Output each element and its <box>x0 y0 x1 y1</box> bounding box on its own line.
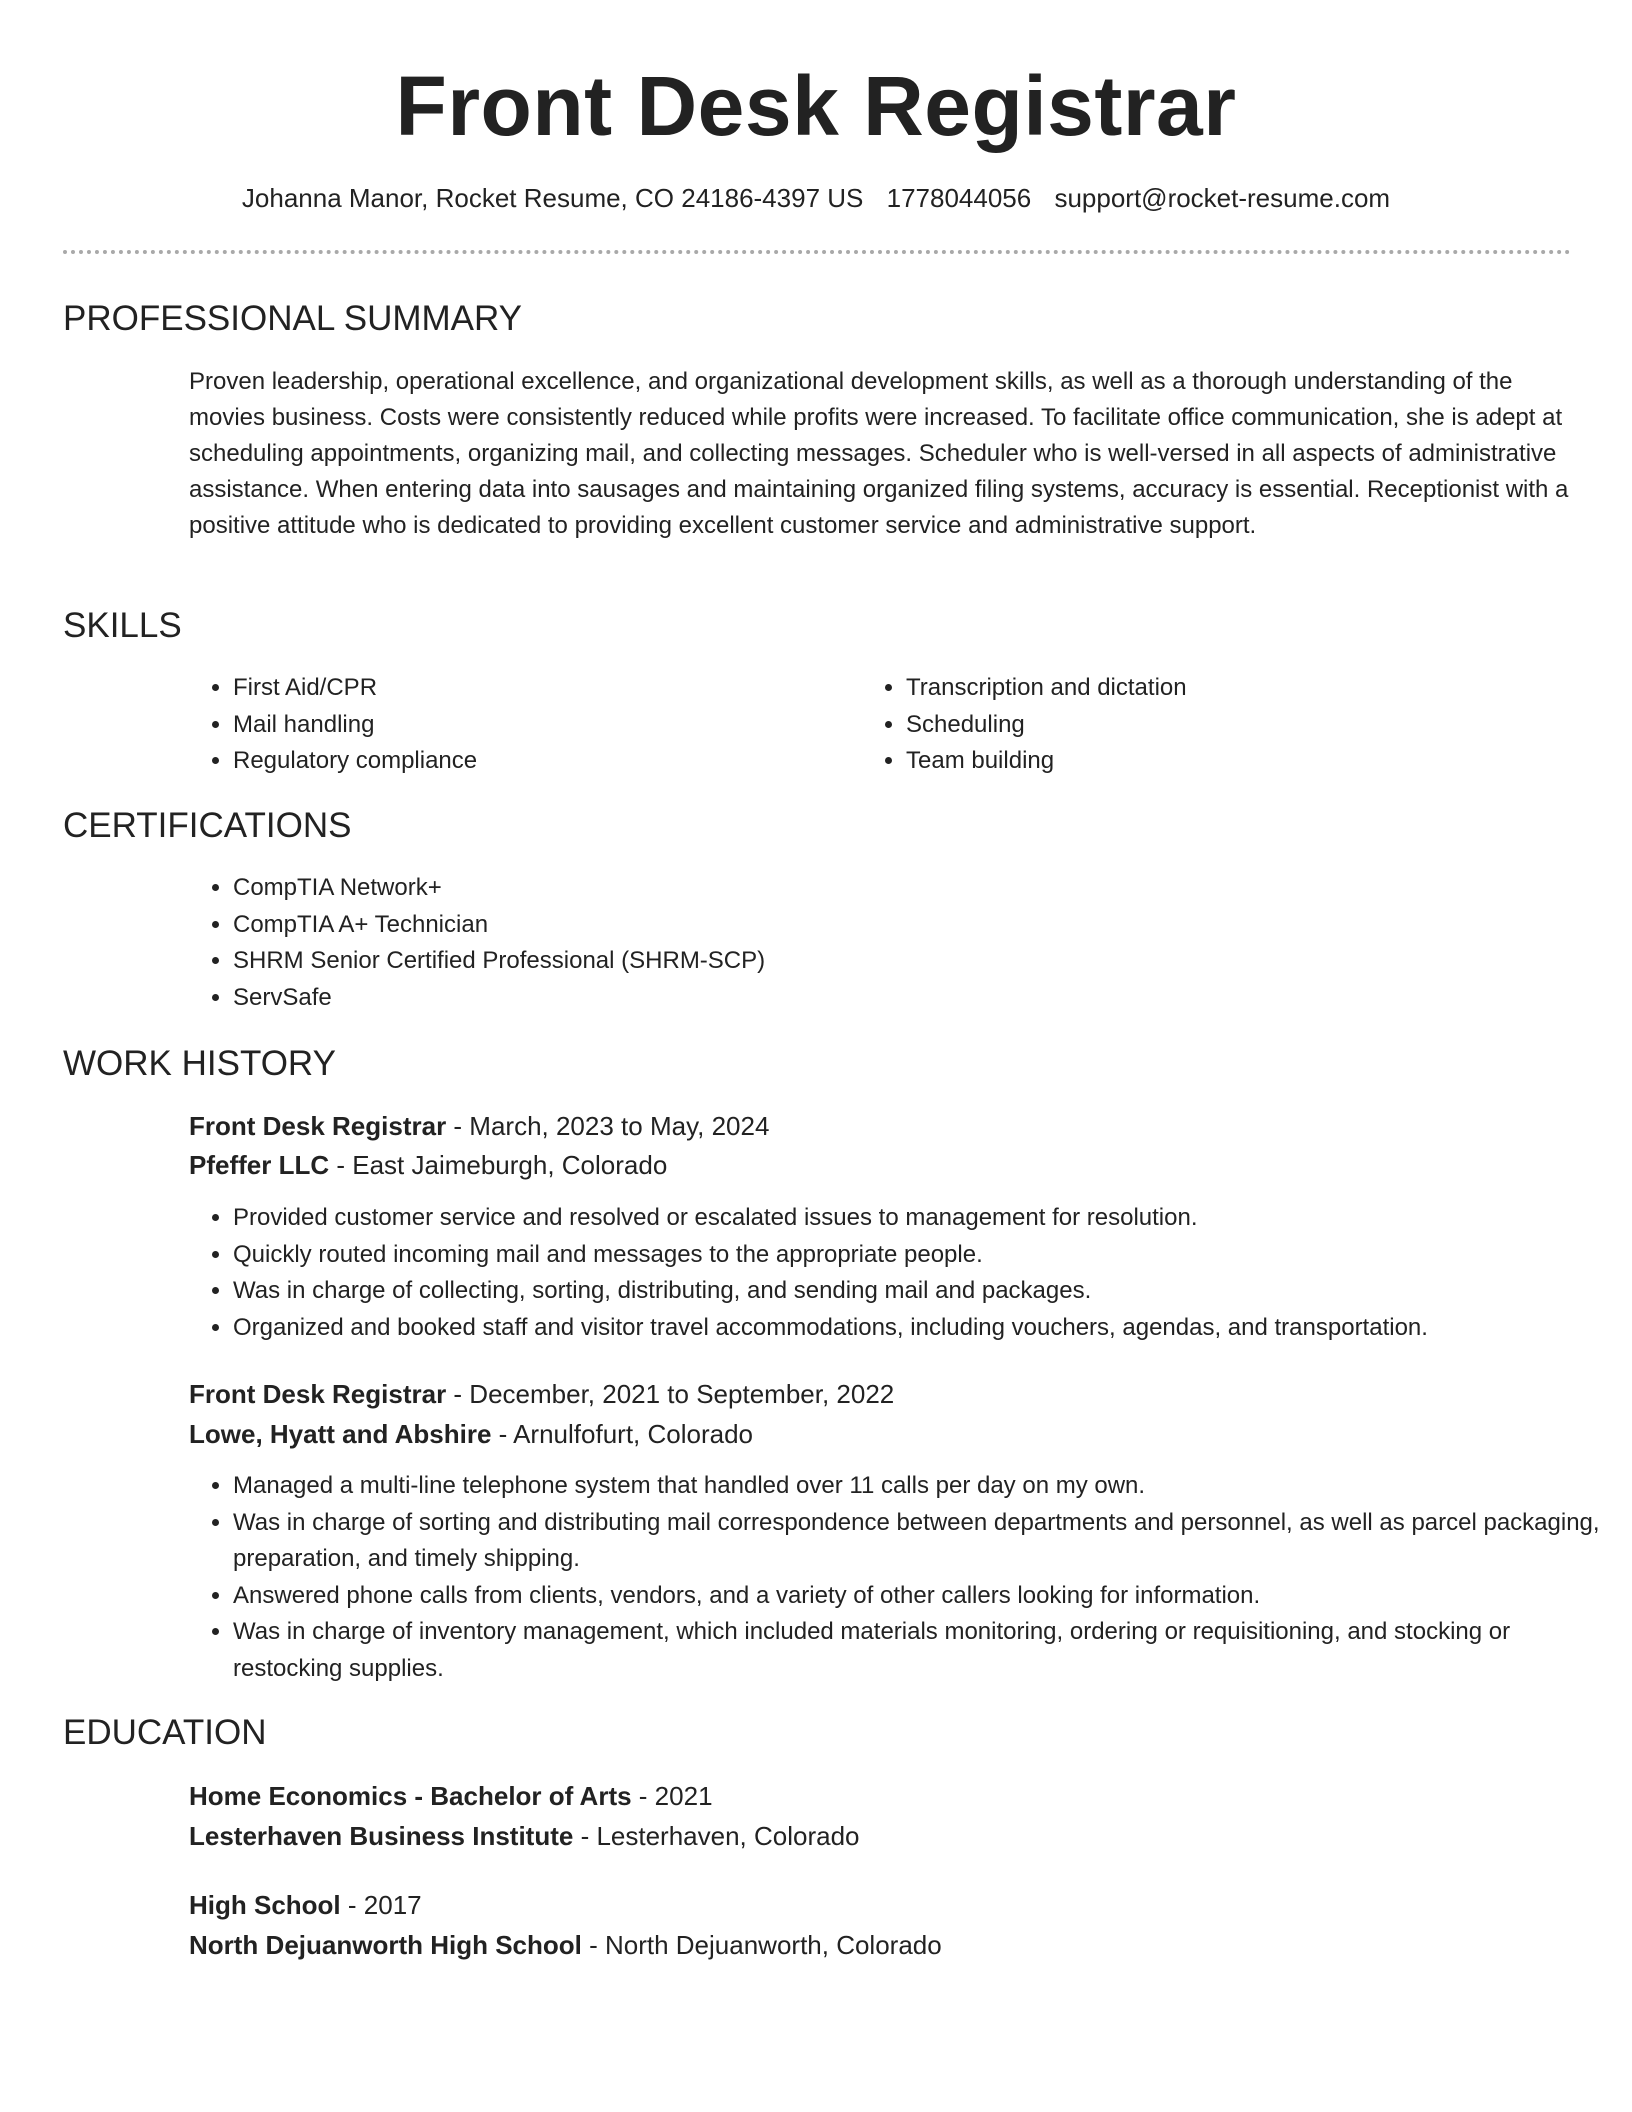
contact-email: support@rocket-resume.com <box>1054 183 1391 213</box>
job-dates: - December, 2021 to September, 2022 <box>446 1379 895 1409</box>
list-item: • CompTIA A+ Technician <box>233 907 1533 944</box>
education-school-line <box>189 1927 942 1963</box>
list-item: • Answered phone calls from clients, vendors, and a variety of other callers looking for information. <box>233 1578 1613 1615</box>
contact-phone: 1778044056 <box>886 183 1032 213</box>
list-item: • CompTIA Network+ <box>233 870 1533 907</box>
list-item: • First Aid/CPR <box>233 670 833 707</box>
contact-address: Johanna Manor, Rocket Resume, CO 24186-4397 US <box>241 183 864 213</box>
list-item: • Regulatory compliance <box>233 743 833 780</box>
certifications-heading: CERTIFICATIONS <box>63 806 352 845</box>
education-degree-line <box>189 1778 713 1814</box>
education-heading: EDUCATION <box>63 1713 267 1752</box>
list-item: • Was in charge of sorting and distributing mail correspondence between departments and personnel, as well as parcel packaging, preparation, and timely shipping. <box>233 1505 1613 1578</box>
job-bullets <box>189 1200 1613 1346</box>
education-degree-line <box>189 1887 422 1923</box>
header-divider <box>63 250 1571 254</box>
list-item: • Quickly routed incoming mail and messages to the appropriate people. <box>233 1237 1613 1274</box>
certifications-list <box>189 870 1533 1016</box>
job-title-line <box>189 1376 894 1412</box>
education-school-line <box>189 1818 860 1854</box>
education-degree: High School <box>189 1890 341 1920</box>
education-location: - North Dejuanworth, Colorado <box>581 1930 942 1960</box>
skills-heading: SKILLS <box>63 606 182 645</box>
list-item: • Mail handling <box>233 707 833 744</box>
job-company-line <box>189 1147 667 1183</box>
job-title-line <box>189 1108 769 1144</box>
list-item: • Was in charge of inventory management, which included materials monitoring, ordering or requisitioning, and stocking or restocking supplies. <box>233 1614 1613 1687</box>
job-title: Front Desk Registrar <box>189 1379 447 1409</box>
skills-list-left <box>189 670 833 780</box>
list-item: • Scheduling <box>906 707 1506 744</box>
list-item: • Managed a multi-line telephone system that handled over 11 calls per day on my own. <box>233 1468 1613 1505</box>
skills-list-right <box>862 670 1506 780</box>
work-history-heading: WORK HISTORY <box>63 1044 336 1083</box>
job-title: Front Desk Registrar <box>189 1111 447 1141</box>
list-item: • SHRM Senior Certified Professional (SHRM-SCP) <box>233 943 1533 980</box>
list-item: • Provided customer service and resolved or escalated issues to management for resolution. <box>233 1200 1613 1237</box>
education-year: - 2017 <box>340 1890 422 1920</box>
job-company: Pfeffer LLC <box>189 1150 330 1180</box>
job-bullets <box>189 1468 1613 1687</box>
list-item: • Organized and booked staff and visitor travel accommodations, including vouchers, agendas, and transportation. <box>233 1310 1613 1347</box>
job-dates: - March, 2023 to May, 2024 <box>446 1111 770 1141</box>
job-location: - East Jaimeburgh, Colorado <box>329 1150 668 1180</box>
list-item: • ServSafe <box>233 980 1533 1017</box>
education-school: North Dejuanworth High School <box>189 1930 582 1960</box>
list-item: • Was in charge of collecting, sorting, distributing, and sending mail and packages. <box>233 1273 1613 1310</box>
education-year: - 2021 <box>631 1781 713 1811</box>
summary-heading: PROFESSIONAL SUMMARY <box>63 299 522 338</box>
list-item: • Team building <box>906 743 1506 780</box>
job-company: Lowe, Hyatt and Abshire <box>189 1419 492 1449</box>
summary-text: Proven leadership, operational excellence, and organizational development skills, as well as a thorough understanding of the movies business. Costs were consistently reduced while profits were increased. To facilitate office communication, she is adept at scheduling appointments, organizing mail, and collecting messages. Scheduler who is well-versed in all aspects of administrative assistance. When entering data into sausages and maintaining organized filing systems, accuracy is essential. Receptionist with a positive attitude who is dedicated to providing excellent customer service and administrative support. <box>189 368 1569 539</box>
education-location: - Lesterhaven, Colorado <box>573 1821 860 1851</box>
job-location: - Arnulfofurt, Colorado <box>491 1419 753 1449</box>
education-school: Lesterhaven Business Institute <box>189 1821 574 1851</box>
resume-title: Front Desk Registrar <box>395 59 1237 153</box>
list-item: • Transcription and dictation <box>906 670 1506 707</box>
job-company-line <box>189 1416 753 1452</box>
education-degree: Home Economics - Bachelor of Arts <box>189 1781 632 1811</box>
contact-line <box>0 180 1632 216</box>
